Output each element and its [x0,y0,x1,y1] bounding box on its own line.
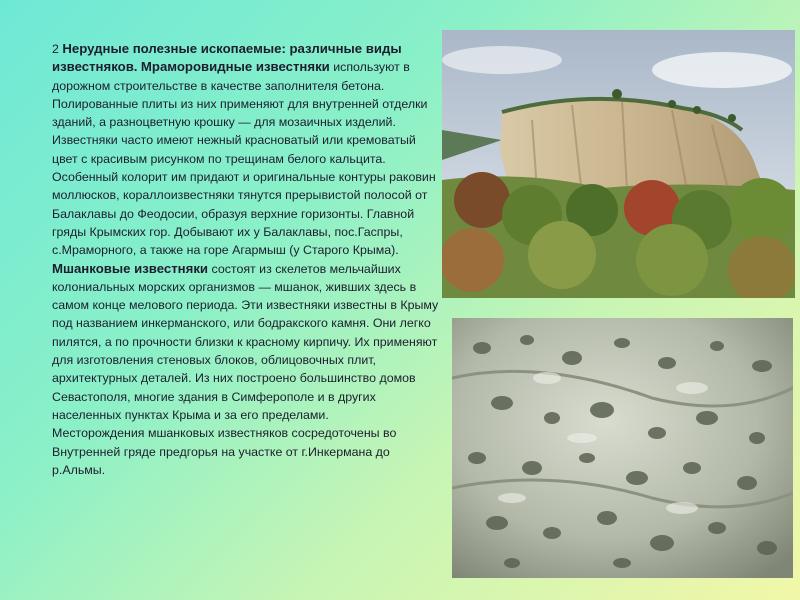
marble-limestone-term: Мраморовидные известняки [140,59,330,75]
slide-number: 2 [52,42,59,56]
limestone-cliff-photo [442,30,795,298]
bryozoan-limestone-text: состоят из скелетов мельчайших колониальных морских организмов — мшанок, живших здесь в самом конце мелового периода. Эти известняки известны в Крыму под названием инкерманского, или бодракского камня. Они легко пилятся, а по прочности близки к красному кирпичу. Их применяют для изготовления стеновых блоков, облицовочных плит, архитектурных деталей. Из них построено большинство домов Севастополя, многие здания в Симферополе и в других населенных пунктах Крыма и за его пределами. [52,261,439,422]
bryozoan-limestone-term: Мшанковые известняки [52,260,209,276]
deposits-text: Месторождения мшанковых известняков сосредоточены во Внутренней гряде предгорья на участке от г.Инкермана до р.Альмы. [52,426,397,477]
slide-text [52,40,442,479]
marble-limestone-text: используют в дорожном строительстве в качестве заполнителя бетона. Полированные плиты из них применяют для внутренней отделки зданий, а разноцветную крошку — для мозаичных изделий. Известняки часто имеют нежный красноватый или кремоватый цвет с красивым рисунком по трещинам белого кальцита. Особенный колорит им придают и оригинальные контуры раковин моллюсков, кораллоизвестняки тянутся прерывистой полосой от Балаклавы до Феодосии, образуя верхние горизонты. Главной гряды Крымских гор. Добывают их у Балаклавы, пос.Гаспры, с.Мраморного, а также на горе Агармыш (у Старого Крыма). [52,60,436,258]
slide-heading: Нерудные полезные ископаемые: различные виды известняков. [52,41,402,75]
bryozoan-limestone-rock-photo [452,318,793,578]
